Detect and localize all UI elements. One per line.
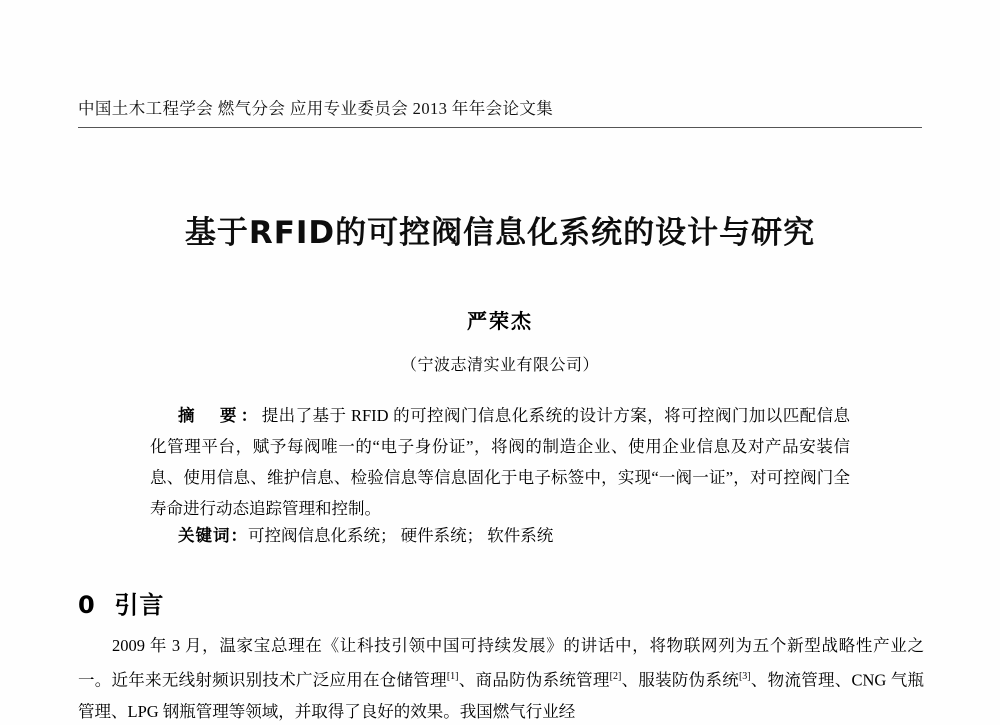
author-name: 严荣杰 [467, 309, 533, 333]
body-paragraph [78, 630, 924, 727]
citation-ref-1: [1] [446, 671, 459, 682]
keywords-text: 可控阀信息化系统； 硬件系统； 软件系统 [248, 526, 554, 545]
citation-ref-2: [2] [609, 671, 622, 682]
author-affiliation: （宁波志清实业有限公司） [400, 357, 599, 374]
section-heading [78, 585, 164, 620]
paragraph-part-2: 、商品防伪系统管理 [458, 670, 610, 690]
paragraph-part-1: 2009 年 3 月，温家宝总理在《让科技引领中国可持续发展》的讲话中，将物联网列为五个新型战略性产业之一。近年来无线射频识别技术广泛应用在仓储管理 [78, 636, 924, 690]
running-header: 中国土木工程学会 燃气分会 应用专业委员会 2013 年年会论文集 [78, 99, 554, 118]
citation-ref-3: [3] [738, 671, 751, 682]
abstract-label: 摘 要： [178, 406, 262, 425]
section-number: 0 [78, 591, 96, 619]
keywords-block [150, 521, 850, 551]
paragraph-part-4: 、物流管理、CNG 气瓶管理、LPG 钢瓶管理等领域，并取得了良好的效果。我国燃气行业经 [78, 670, 924, 721]
abstract-block [150, 400, 850, 524]
abstract-text: 提出了基于 RFID 的可控阀门信息化系统的设计方案，将可控阀门加以匹配信息化管理平台，赋予每阀唯一的“电子身份证”，将阀的制造企业、使用企业信息及对产品安装信息、使用信息、维护信息、检验信息等信息固化于电子标签中，实现“一阀一证”，对可控阀门全寿命进行动态追踪管理和控制。 [150, 406, 851, 518]
section-title: 引言 [114, 591, 165, 619]
header-divider [78, 127, 922, 128]
page-title: 基于RFID的可控阀信息化系统的设计与研究 [184, 215, 816, 251]
keywords-label: 关键词： [178, 526, 248, 545]
paragraph-part-3: 、服装防伪系统 [621, 670, 739, 690]
